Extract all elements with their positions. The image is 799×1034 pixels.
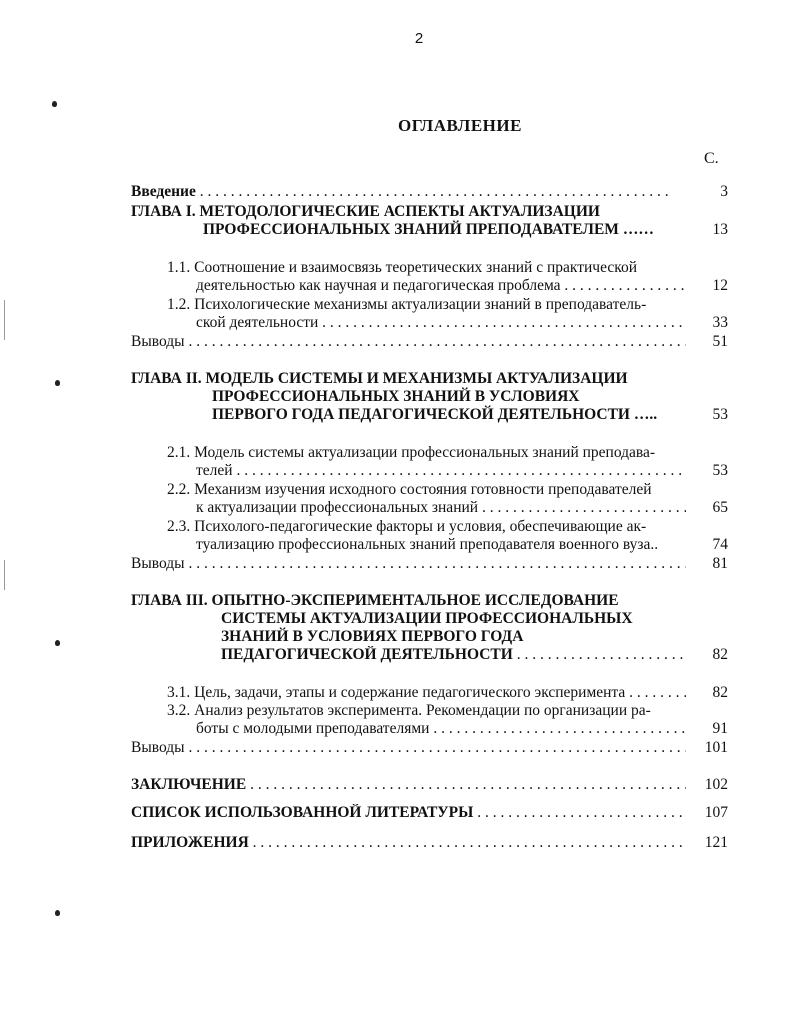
toc-section-2-2-line-1[interactable]: 2.2. Механизм изучения исходного состояния готовности преподавателей xyxy=(167,481,652,498)
toc-section-3-2-line-2[interactable]: боты с молодыми преподавателями . . . xyxy=(196,720,686,738)
toc-chapter-1-line-1[interactable]: ГЛАВА I. МЕТОДОЛОГИЧЕСКИЕ АСПЕКТЫ АКТУАЛИЗАЦИИ xyxy=(131,203,600,220)
toc-chapter-1-line-2[interactable]: ПРОФЕССИОНАЛЬНЫХ ЗНАНИЙ ПРЕПОДАВАТЕЛЕМ …… xyxy=(203,221,654,238)
toc-page: 91 xyxy=(712,720,728,737)
toc-page: 102 xyxy=(704,776,728,793)
toc-entry-conclusion[interactable]: ЗАКЛЮЧЕНИЕ . . . xyxy=(131,776,686,794)
toc-page: 81 xyxy=(712,555,728,572)
scan-edge-mark xyxy=(4,560,5,590)
toc-section-3-2-line-1[interactable]: 3.2. Анализ результатов эксперимента. Рекомендации по организации ра- xyxy=(167,702,651,719)
toc-chapter-2-line-2[interactable]: ПРОФЕССИОНАЛЬНЫХ ЗНАНИЙ В УСЛОВИЯХ xyxy=(212,388,580,405)
scan-speck xyxy=(55,640,60,646)
scan-speck xyxy=(55,380,60,386)
toc-entry-intro[interactable]: Введение . . . xyxy=(131,183,671,201)
toc-page: 82 xyxy=(712,646,728,663)
toc-page: 82 xyxy=(712,684,728,701)
toc-section-3-1[interactable]: 3.1. Цель, задачи, этапы и содержание педагогического эксперимента . . . xyxy=(167,684,686,702)
toc-entry-references[interactable]: СПИСОК ИСПОЛЬЗОВАННОЙ ЛИТЕРАТУРЫ . . . xyxy=(131,804,686,822)
toc-page: 74 xyxy=(712,536,728,553)
toc-chapter-3-line-4[interactable]: ПЕДАГОГИЧЕСКОЙ ДЕЯТЕЛЬНОСТИ . . . xyxy=(221,646,687,664)
toc-page: 121 xyxy=(704,834,728,851)
toc-section-1-1-line-2[interactable]: деятельностью как научная и педагогическая проблема . . . xyxy=(196,277,686,295)
toc-section-2-3-line-1[interactable]: 2.3. Психолого-педагогические факторы и условия, обеспечивающие ак- xyxy=(167,518,647,535)
toc-page: 101 xyxy=(704,739,728,756)
toc-chapter-2-line-3[interactable]: ПЕРВОГО ГОДА ПЕДАГОГИЧЕСКОЙ ДЕЯТЕЛЬНОСТИ ….. xyxy=(212,406,658,423)
scan-edge-mark xyxy=(4,300,5,340)
toc-conclusions-2[interactable]: Выводы . . . xyxy=(131,555,686,573)
toc-chapter-3-line-3[interactable]: ЗНАНИЙ В УСЛОВИЯХ ПЕРВОГО ГОДА xyxy=(221,628,524,645)
scan-speck xyxy=(52,101,57,107)
toc-section-1-2-line-2[interactable]: ской деятельности . . . xyxy=(196,314,686,332)
page-column-label: С. xyxy=(704,150,719,167)
toc-section-1-2-line-1[interactable]: 1.2. Психологические механизмы актуализации знаний в преподаватель- xyxy=(167,296,647,313)
toc-page: 13 xyxy=(712,221,728,238)
toc-page: 107 xyxy=(704,804,728,821)
toc-chapter-3-line-1[interactable]: ГЛАВА III. ОПЫТНО-ЭКСПЕРИМЕНТАЛЬНОЕ ИССЛЕДОВАНИЕ xyxy=(131,592,619,609)
page-title: ОГЛАВЛЕНИЕ xyxy=(398,116,522,135)
toc-page: 51 xyxy=(712,333,728,350)
toc-page: 53 xyxy=(712,406,728,423)
toc-section-2-1-line-2[interactable]: телей . . . xyxy=(196,462,686,480)
scan-speck xyxy=(55,910,60,916)
toc-chapter-3-line-2[interactable]: СИСТЕМЫ АКТУАЛИЗАЦИИ ПРОФЕССИОНАЛЬНЫХ xyxy=(221,610,633,627)
toc-conclusions-3[interactable]: Выводы . . . xyxy=(131,739,686,757)
toc-page: 33 xyxy=(712,314,728,331)
page-number: 2 xyxy=(414,30,424,47)
toc-section-2-2-line-2[interactable]: к актуализации профессиональных знаний . . . xyxy=(196,499,686,517)
toc-entry-appendices[interactable]: ПРИЛОЖЕНИЯ . . . xyxy=(131,834,686,852)
toc-page: 3 xyxy=(720,183,728,200)
toc-page: 53 xyxy=(712,462,728,479)
toc-section-2-3-line-2[interactable]: туализацию профессиональных знаний преподавателя военного вуза.. xyxy=(196,536,659,553)
toc-conclusions-1[interactable]: Выводы . . . xyxy=(131,333,686,351)
toc-page: 65 xyxy=(712,499,728,516)
toc-section-1-1-line-1[interactable]: 1.1. Соотношение и взаимосвязь теоретических знаний с практической xyxy=(167,259,638,276)
toc-section-2-1-line-1[interactable]: 2.1. Модель системы актуализации профессиональных знаний преподава- xyxy=(167,444,656,461)
toc-chapter-2-line-1[interactable]: ГЛАВА II. МОДЕЛЬ СИСТЕМЫ И МЕХАНИЗМЫ АКТУАЛИЗАЦИИ xyxy=(131,370,628,387)
toc-page: 12 xyxy=(712,277,728,294)
